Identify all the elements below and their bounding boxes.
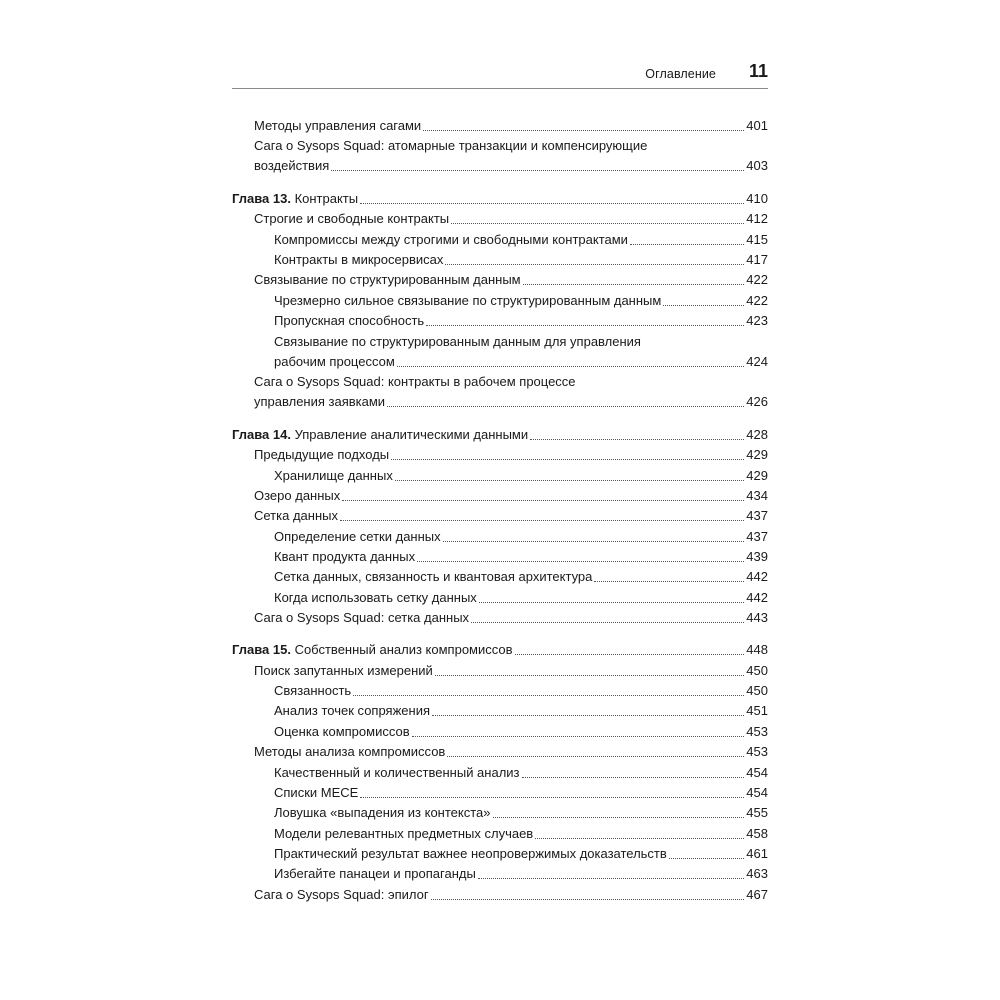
toc-entry-title	[274, 722, 410, 742]
dot-leader	[426, 325, 744, 326]
toc-entry[interactable]	[274, 722, 768, 742]
toc-entry[interactable]	[274, 864, 768, 884]
toc-entry-title	[274, 588, 477, 608]
toc-page-number: 454	[746, 764, 768, 780]
toc-entry-text: Сетка данных, связанность и квантовая архитектура	[274, 569, 593, 585]
toc-entry[interactable]	[254, 486, 768, 506]
toc-entry[interactable]	[254, 445, 768, 465]
toc-entry[interactable]	[274, 803, 768, 823]
toc-page-number: 448	[746, 642, 768, 658]
toc-page-number: 451	[746, 703, 768, 719]
toc-entry-title	[254, 116, 421, 136]
dot-leader	[663, 305, 744, 306]
toc-entry-title-line: Сага о Sysops Squad: атомарные транзакции и компенсирующие	[254, 138, 648, 154]
toc-entry-text: Сетка данных	[254, 508, 338, 524]
toc-entry-text: Анализ точек сопряжения	[274, 703, 430, 719]
toc-entry-text: рабочим процессом	[274, 353, 395, 369]
dot-leader	[522, 777, 745, 778]
dot-leader	[435, 675, 745, 676]
toc-entry-title	[274, 466, 393, 486]
toc-page-number: 437	[746, 508, 768, 524]
toc-entry-title	[254, 885, 429, 905]
toc-entry[interactable]	[254, 885, 768, 905]
toc-entry-title	[274, 844, 667, 864]
toc-entry-text: Поиск запутанных измерений	[254, 662, 433, 678]
toc-page-number: 424	[746, 353, 768, 369]
toc-page-number: 423	[746, 313, 768, 329]
toc-entry-title	[274, 763, 520, 783]
toc-entry-text: Сага о Sysops Squad: сетка данных	[254, 610, 470, 626]
toc-entry-title	[254, 486, 340, 506]
toc-entry-title-line: Связывание по структурированным данным для управления	[274, 333, 641, 349]
toc-entry[interactable]	[274, 844, 768, 864]
toc-entry-title	[274, 824, 533, 844]
dot-leader	[340, 520, 744, 521]
toc-entry-text: Строгие и свободные контракты	[254, 211, 450, 227]
toc-entry-text: Качественный и количественный анализ	[274, 764, 520, 780]
toc-entry[interactable]	[274, 332, 768, 372]
toc-page-number: 442	[746, 589, 768, 605]
toc-page-number: 429	[746, 447, 768, 463]
toc-entry-text: Хранилище данных	[274, 467, 393, 483]
toc-entry-title	[274, 701, 430, 721]
toc-entry-text: Сага о Sysops Squad: эпилог	[254, 886, 429, 902]
toc-entry-text: Компромиссы между строгими и свободными контрактами	[274, 231, 628, 247]
toc-chapter-entry[interactable]	[232, 425, 768, 445]
toc-page-number: 415	[746, 231, 768, 247]
header-title: Оглавление	[645, 67, 716, 81]
toc-page-number: 461	[746, 845, 768, 861]
chapter-label: Глава 15.	[232, 642, 295, 658]
toc-entry-text: Методы управления сагами	[254, 118, 422, 133]
toc-entry[interactable]	[274, 567, 768, 587]
toc-page	[232, 58, 768, 902]
toc-entry-text: Квант продукта данных	[274, 549, 416, 564]
toc-entry-text: Списки MECE	[274, 784, 359, 800]
toc-entry[interactable]	[254, 372, 768, 412]
toc-entry-text: Управление аналитическими данными	[294, 426, 529, 442]
toc-entry-text: Практический результат важнее неопровержимых доказательств	[274, 845, 667, 861]
toc-entry-title	[254, 506, 338, 526]
toc-page-number: 453	[746, 723, 768, 739]
toc-entry-text: управления заявками	[254, 394, 386, 410]
dot-leader	[417, 561, 744, 562]
toc-entry-title	[254, 608, 469, 628]
toc-page-number: 463	[746, 866, 768, 882]
toc-page-number: 428	[746, 426, 768, 442]
toc-entry-text: Модели релевантных предметных случаев	[274, 825, 534, 841]
toc-page-number: 437	[746, 528, 768, 544]
toc-entry-text: Связывание по структурированным данным	[254, 272, 521, 288]
toc-entry-title	[232, 425, 528, 445]
toc-page-number: 417	[746, 252, 768, 268]
toc-entry[interactable]	[274, 588, 768, 608]
dot-leader	[478, 878, 744, 879]
toc-page-number: 410	[746, 191, 768, 207]
toc-entry-text: Пропускная способность	[274, 313, 425, 329]
toc-entry-text: воздействия	[254, 158, 330, 174]
chapter-label: Глава 14.	[232, 426, 295, 442]
toc-entry[interactable]	[274, 701, 768, 721]
toc-entry[interactable]	[274, 783, 768, 803]
dot-leader	[412, 736, 745, 737]
chapter-label: Глава 13.	[232, 191, 295, 207]
toc-entry[interactable]	[274, 311, 768, 331]
dot-leader	[535, 838, 744, 839]
toc-chapter-entry[interactable]	[232, 189, 768, 209]
toc-entry-title	[274, 311, 424, 331]
toc-entry[interactable]	[274, 291, 768, 311]
toc-entry[interactable]	[274, 250, 768, 270]
toc-entry[interactable]	[254, 116, 768, 136]
toc-entry[interactable]	[274, 763, 768, 783]
toc-page-number: 454	[746, 784, 768, 800]
toc-entry[interactable]	[254, 270, 768, 290]
toc-page-number: 442	[746, 569, 768, 585]
toc-entry[interactable]	[274, 230, 768, 250]
toc-entry-text: Определение сетки данных	[274, 528, 441, 544]
toc-entry[interactable]	[254, 506, 768, 526]
toc-page-number: 422	[746, 292, 768, 308]
toc-page-number: 450	[746, 662, 768, 678]
toc-entry-title	[254, 270, 521, 290]
toc-entry[interactable]	[274, 681, 768, 701]
toc-entry[interactable]	[254, 136, 768, 176]
toc-page-number: 450	[746, 683, 768, 699]
toc-entry-text: Методы анализа компромиссов	[254, 744, 446, 760]
toc-page-number: 401	[746, 118, 768, 133]
toc-entry-title	[254, 445, 389, 465]
toc-entry-title	[274, 291, 661, 311]
toc-entry[interactable]	[274, 547, 768, 567]
toc-entry-title	[254, 661, 433, 681]
dot-leader	[493, 817, 745, 818]
toc-page-number: 458	[746, 825, 768, 841]
toc-entry[interactable]	[274, 466, 768, 486]
dot-leader	[445, 264, 744, 265]
toc-entry-text: Ловушка «выпадения из контекста»	[274, 805, 491, 821]
dot-leader	[523, 284, 745, 285]
toc-entry[interactable]	[254, 742, 768, 762]
toc-entry[interactable]	[254, 661, 768, 681]
toc-entry-title	[274, 567, 592, 587]
toc-chapter-entry[interactable]	[232, 640, 768, 660]
dot-leader	[471, 622, 744, 623]
dot-leader	[515, 654, 745, 655]
dot-leader	[530, 439, 744, 440]
toc-page-number: 453	[746, 744, 768, 760]
toc-page-number: 467	[746, 886, 768, 902]
toc-entry-title	[274, 352, 395, 372]
running-header	[232, 58, 768, 89]
dot-leader	[387, 406, 744, 407]
toc-entry-text: Предыдущие подходы	[254, 447, 390, 463]
dot-leader	[447, 756, 744, 757]
toc-page-number: 403	[746, 158, 768, 174]
toc-entry-title	[274, 250, 443, 270]
dot-leader	[479, 602, 745, 603]
toc-entry-text: Связанность	[274, 683, 352, 699]
toc-entry-text: Когда использовать сетку данных	[274, 589, 477, 605]
dot-leader	[391, 459, 744, 460]
toc-entry-title	[274, 803, 491, 823]
toc-entry-title	[254, 209, 449, 229]
dot-leader	[360, 797, 744, 798]
toc-entry-title	[274, 681, 351, 701]
toc-page-number: 412	[746, 211, 768, 227]
toc-entry[interactable]	[254, 209, 768, 229]
toc-entry-text: Собственный анализ компромиссов	[294, 642, 513, 658]
dot-leader	[331, 170, 744, 171]
toc-entry[interactable]	[274, 527, 768, 547]
toc-entry-title-line: Сага о Sysops Squad: контракты в рабочем процессе	[254, 374, 576, 390]
dot-leader	[431, 899, 745, 900]
toc-entry-text: Контракты	[294, 191, 359, 207]
dot-leader	[594, 581, 744, 582]
toc-entry-title	[232, 640, 513, 660]
dot-leader	[451, 223, 744, 224]
toc-page-number: 426	[746, 394, 768, 410]
dot-leader	[432, 715, 744, 716]
toc-entry-title	[274, 864, 476, 884]
header-page-number: 11	[748, 61, 768, 81]
toc-entry-title	[274, 783, 358, 803]
toc-page-number: 439	[746, 549, 768, 564]
toc-page-number: 443	[746, 610, 768, 626]
toc-entry-title	[254, 742, 445, 762]
toc-entry-text: Чрезмерно сильное связывание по структурированным данным	[274, 292, 662, 308]
dot-leader	[630, 244, 744, 245]
toc-entry-title	[274, 527, 441, 547]
dot-leader	[342, 500, 744, 501]
toc-entry-title	[254, 392, 385, 412]
dot-leader	[353, 695, 744, 696]
toc-entry-title	[274, 230, 628, 250]
toc-page-number: 455	[746, 805, 768, 821]
toc-entry-text: Оценка компромиссов	[274, 723, 410, 739]
dot-leader	[395, 480, 744, 481]
toc-entry[interactable]	[274, 824, 768, 844]
toc-entry-title	[254, 156, 329, 176]
toc-entry-text: Контракты в микросервисах	[274, 252, 444, 268]
toc-entry[interactable]	[254, 608, 768, 628]
toc-entry-text: Озеро данных	[254, 487, 341, 503]
toc-page-number: 422	[746, 272, 768, 288]
dot-leader	[443, 541, 745, 542]
toc-page-number: 434	[746, 487, 768, 503]
dot-leader	[669, 858, 745, 859]
toc-page-number: 429	[746, 467, 768, 483]
toc-entry-title	[232, 189, 358, 209]
toc-entry-text: Избегайте панацеи и пропаганды	[274, 866, 476, 882]
toc-entry-title	[274, 547, 415, 567]
dot-leader	[423, 130, 744, 131]
dot-leader	[397, 366, 745, 367]
dot-leader	[360, 203, 744, 204]
